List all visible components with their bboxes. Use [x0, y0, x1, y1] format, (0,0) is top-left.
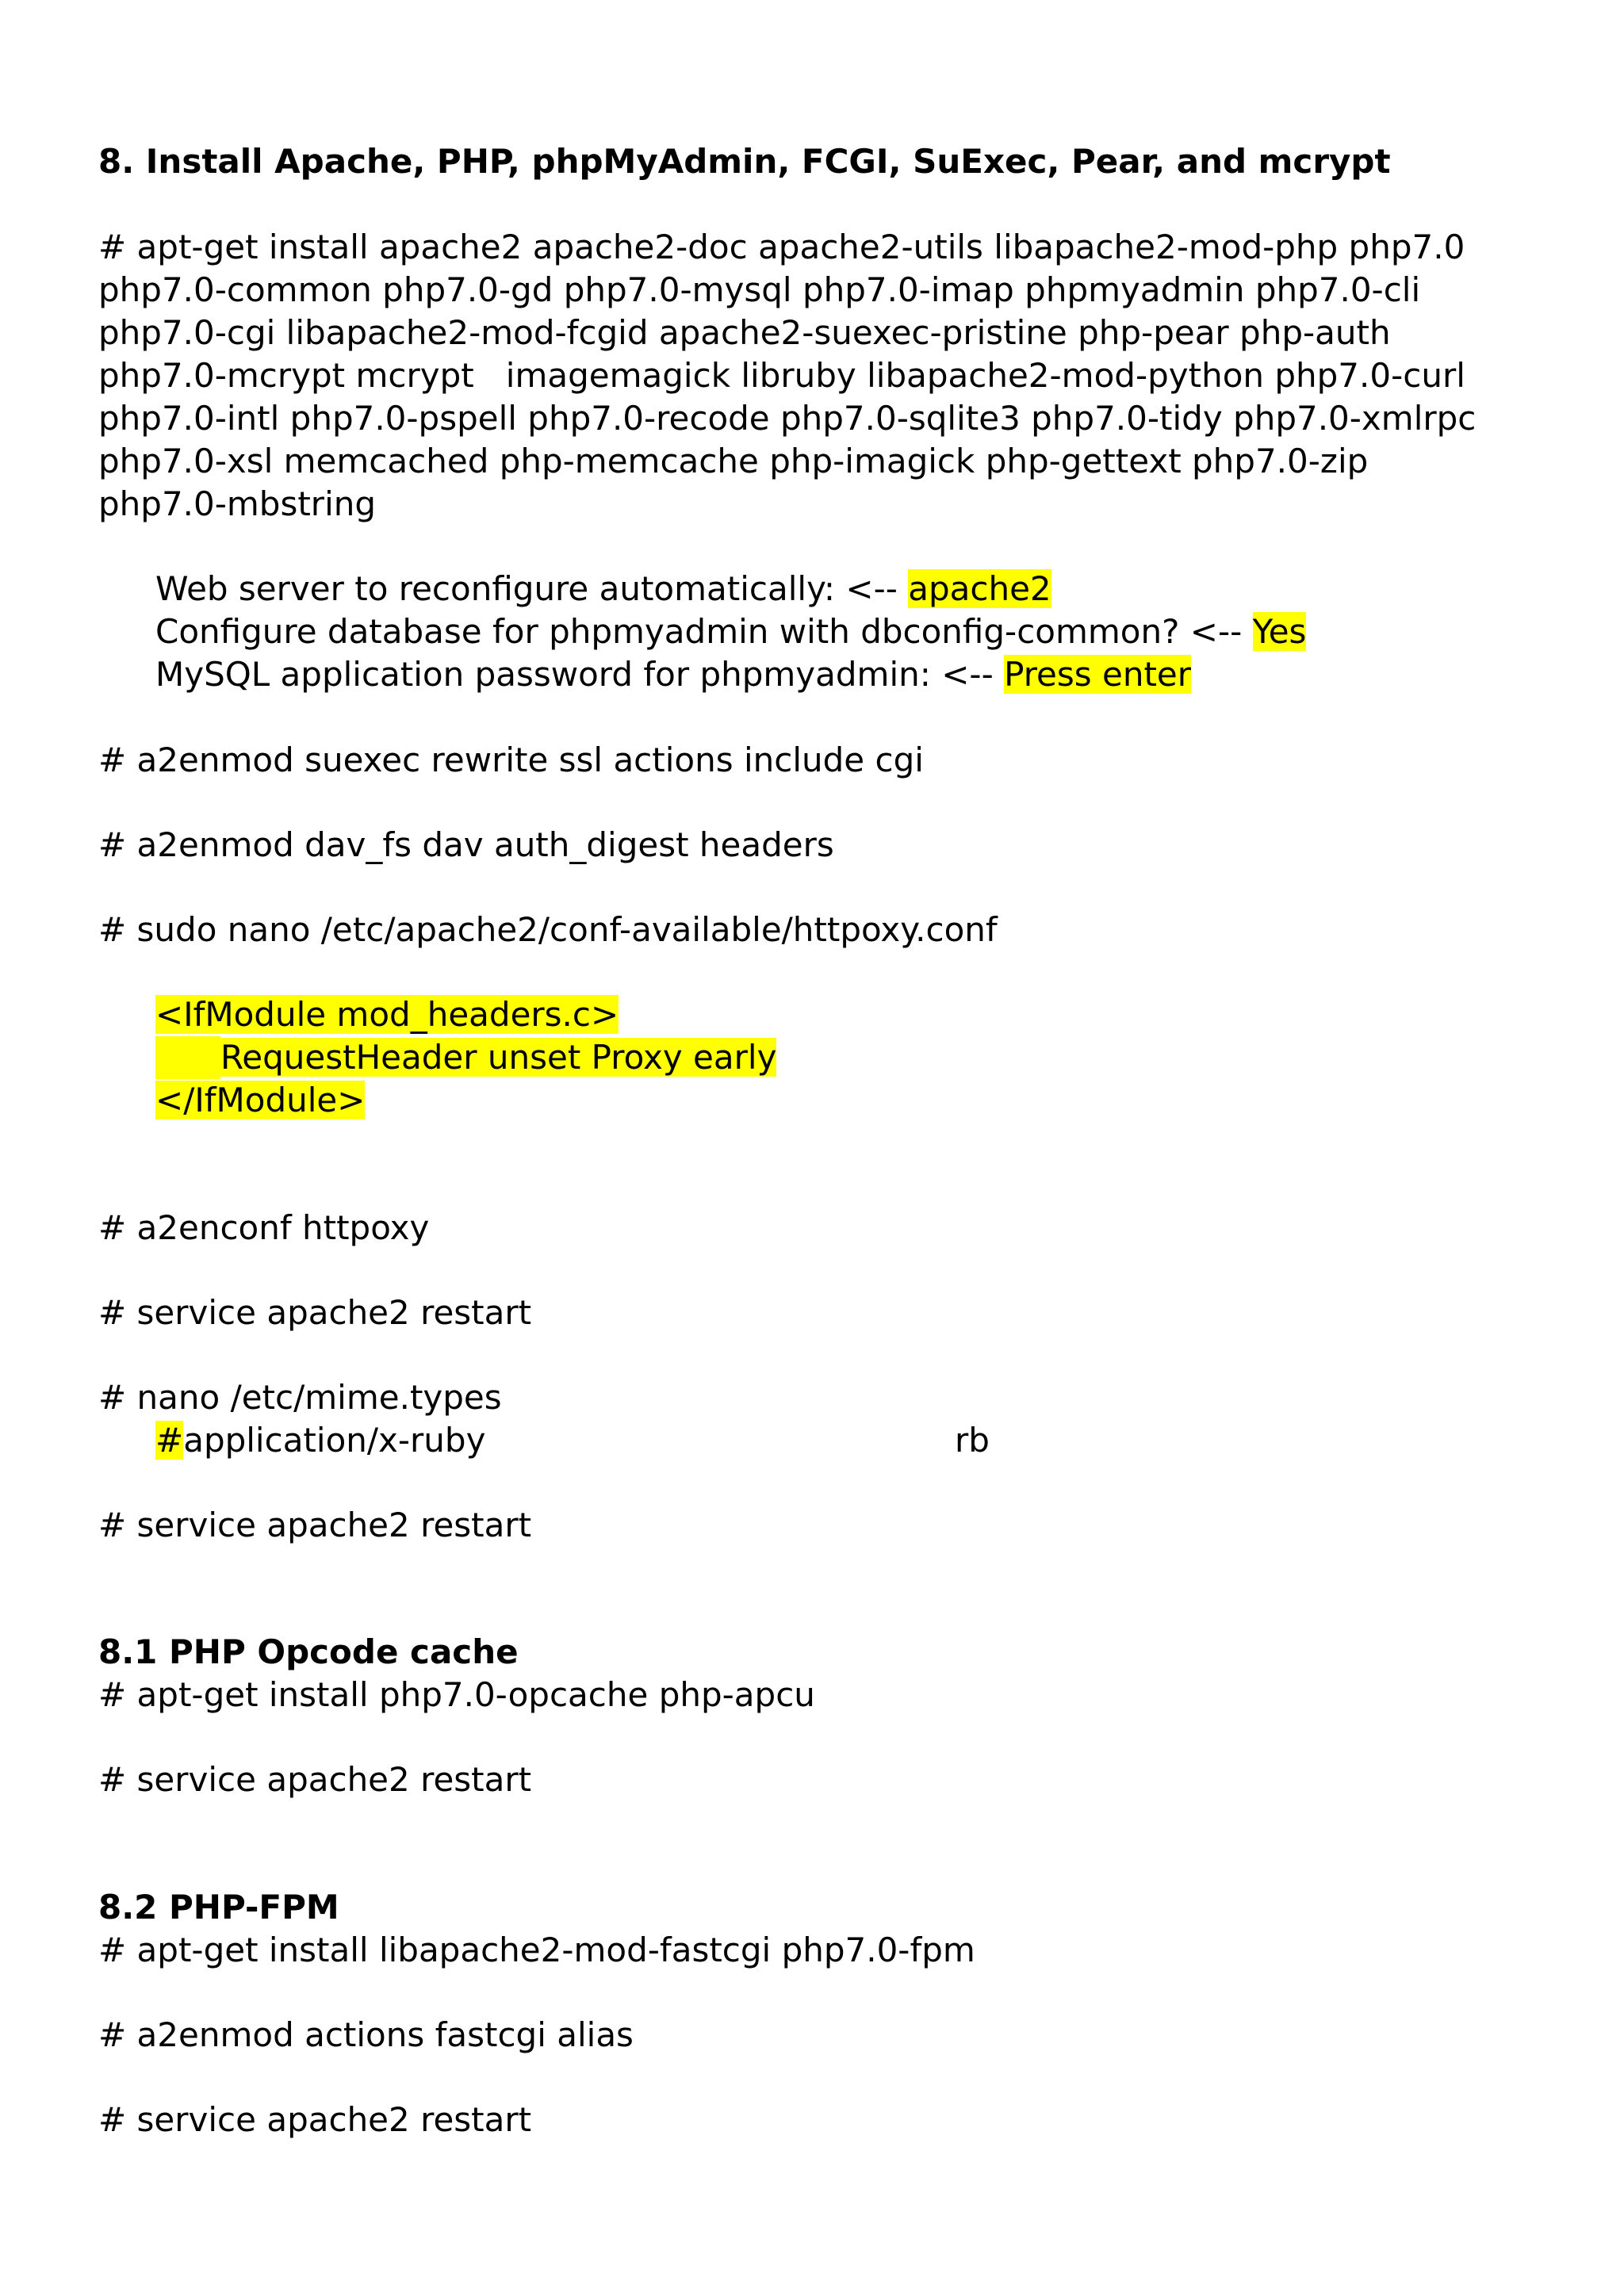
- prompt-question: Configure database for phpmyadmin with dbconfig-common? <--: [155, 612, 1253, 651]
- config-line: [155, 1036, 776, 1079]
- install-command-line: php7.0-common php7.0-gd php7.0-mysql php7.0-imap phpmyadmin php7.0-cli: [98, 270, 1421, 309]
- command-line: # service apache2 restart: [98, 2100, 532, 2139]
- command-line: # a2enmod dav_fs dav auth_digest headers: [98, 825, 834, 864]
- install-command-line: # apt-get install apache2 apache2-doc apache2-utils libapache2-mod-php php7.0: [98, 228, 1465, 266]
- config-text-highlight: <IfModule mod_headers.c>: [155, 995, 619, 1034]
- config-indent-highlight: [155, 1036, 220, 1079]
- section-heading: 8. Install Apache, PHP, phpMyAdmin, FCGI, SuExec, Pear, and mcrypt: [98, 142, 1391, 181]
- mime-hash-highlight: #: [155, 1421, 184, 1460]
- mime-line: [155, 1419, 485, 1462]
- config-line: [155, 1079, 365, 1122]
- prompt-question: Web server to reconfigure automatically: <--: [155, 569, 909, 608]
- command-line: # a2enmod suexec rewrite ssl actions include cgi: [98, 740, 924, 779]
- prompt-line: [155, 568, 1051, 610]
- command-line: # service apache2 restart: [98, 1293, 532, 1332]
- install-command-line: php7.0-cgi libapache2-mod-fcgid apache2-suexec-pristine php-pear php-auth: [98, 313, 1391, 352]
- command-line: # nano /etc/mime.types: [98, 1378, 502, 1417]
- install-command-line: php7.0-mcrypt mcrypt imagemagick libruby libapache2-mod-python php7.0-curl: [98, 356, 1465, 395]
- mime-extension: rb: [955, 1421, 990, 1460]
- command-line: # a2enconf httpoxy: [98, 1208, 430, 1247]
- config-text-highlight: RequestHeader unset Proxy early: [220, 1038, 777, 1077]
- command-line: # service apache2 restart: [98, 1760, 532, 1799]
- command-line: # a2enmod actions fastcgi alias: [98, 2015, 634, 2054]
- config-text-highlight: </IfModule>: [155, 1081, 366, 1119]
- section-heading: 8.2 PHP-FPM: [98, 1888, 339, 1927]
- install-command-line: php7.0-intl php7.0-pspell php7.0-recode php7.0-sqlite3 php7.0-tidy php7.0-xmlrpc: [98, 399, 1477, 438]
- command-line: # service apache2 restart: [98, 1506, 532, 1544]
- mime-type: application/x-ruby: [183, 1421, 486, 1460]
- prompt-question: MySQL application password for phpmyadmin: <--: [155, 655, 1005, 694]
- prompt-line: [155, 610, 1306, 653]
- command-line: # apt-get install php7.0-opcache php-apcu: [98, 1675, 815, 1714]
- section-heading: 8.1 PHP Opcode cache: [98, 1632, 519, 1671]
- prompt-answer-highlight: apache2: [908, 569, 1051, 608]
- prompt-answer-highlight: Yes: [1252, 612, 1307, 651]
- command-line: # sudo nano /etc/apache2/conf-available/httpoxy.conf: [98, 910, 998, 949]
- install-command-line: php7.0-mbstring: [98, 484, 377, 523]
- prompt-answer-highlight: Press enter: [1004, 655, 1192, 694]
- config-line: [155, 993, 619, 1036]
- install-command-line: php7.0-xsl memcached php-memcache php-imagick php-gettext php7.0-zip: [98, 442, 1369, 480]
- prompt-line: [155, 653, 1191, 696]
- command-line: # apt-get install libapache2-mod-fastcgi php7.0-fpm: [98, 1931, 975, 1969]
